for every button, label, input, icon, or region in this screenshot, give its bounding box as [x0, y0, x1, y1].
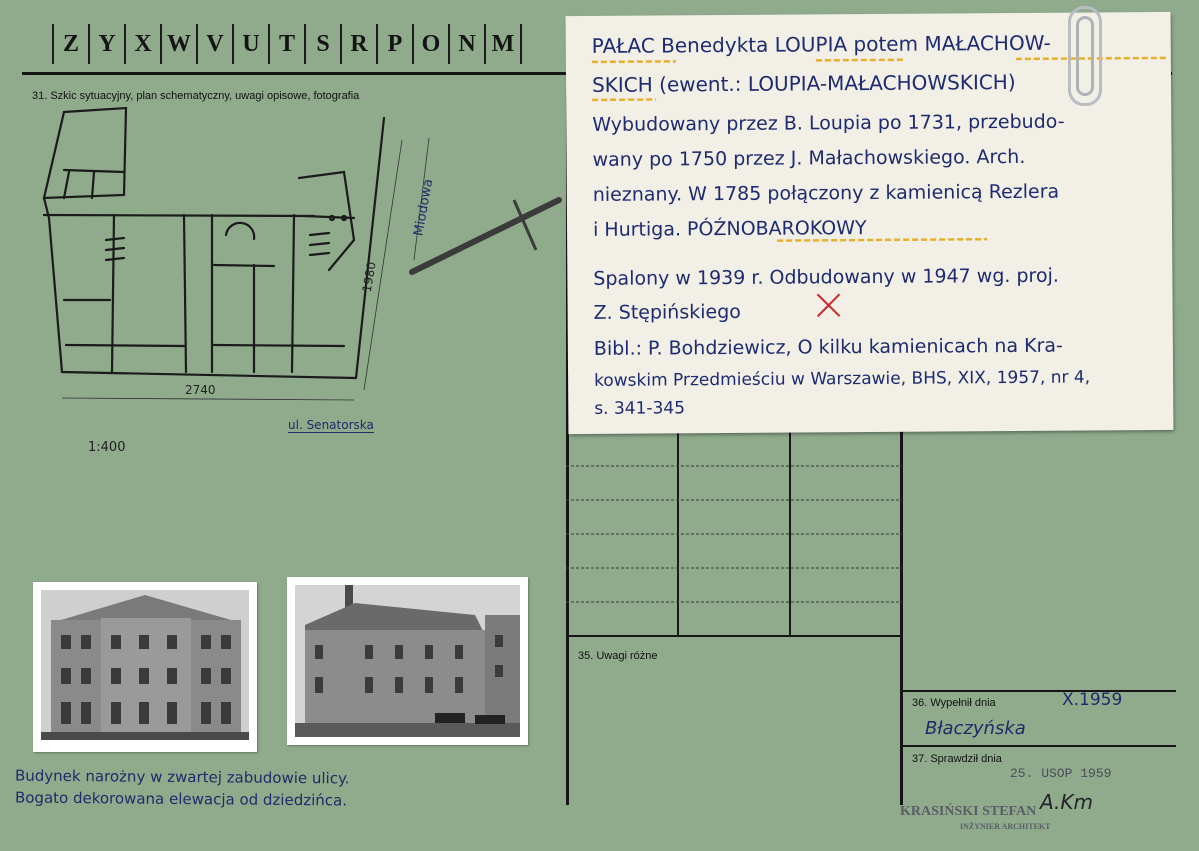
scale-label: 1:400	[88, 440, 126, 455]
letter-cell: R	[340, 24, 376, 64]
letter-cell: U	[232, 24, 268, 64]
description-line-1: Budynek narożny w zwartej zabudowie ulicy.	[14, 766, 350, 788]
letter-cell: W	[160, 24, 196, 64]
note-line: s. 341-345	[594, 398, 686, 419]
letter-cell: P	[376, 24, 412, 64]
field-35-label: 35. Uwagi różne	[578, 650, 658, 662]
grid-table	[566, 430, 902, 638]
field-37-rule	[900, 745, 1176, 747]
description-line-2: Bogato dekorowana elewacja od dziedzińca.	[14, 788, 348, 810]
architect-stamp-name: KRASIŃSKI STEFAN	[900, 804, 1037, 819]
field-36-rule	[900, 690, 1176, 692]
architect-stamp-title: INŻYNIER ARCHITEKT	[960, 822, 1051, 831]
photo-corner-view	[287, 577, 528, 745]
note-line: kowskim Przedmieściu w Warszawie, BHS, XIX, 1957, nr 4,	[594, 367, 1091, 391]
note-line: Bibl.: P. Bohdziewicz, O kilku kamienicach na Kra-	[593, 334, 1063, 360]
note-line: PAŁAC Benedykta LOUPIA potem MAŁACHOW-	[591, 30, 1051, 58]
dimension-vertical: 1980	[359, 260, 379, 294]
letter-cell: Y	[88, 24, 124, 64]
letter-cell: X	[124, 24, 160, 64]
checked-signature: A.Km	[1040, 790, 1094, 814]
field-36-label: 36. Wypełnił dnia	[912, 697, 996, 709]
note-line: wany po 1750 przez J. Małachowskiego. Arch.	[592, 145, 1026, 171]
filled-by-signature: Błaczyńska	[925, 718, 1026, 739]
field-37-label: 37. Sprawdził dnia	[912, 753, 1002, 765]
checked-date-stamp: 25. USOP 1959	[1010, 766, 1112, 781]
letter-cell: S	[304, 24, 340, 64]
note-line: Wybudowany przez B. Loupia po 1731, przebudo-	[592, 110, 1065, 136]
street-label-side: Miodowa	[411, 177, 437, 238]
note-line: nieznany. W 1785 połączony z kamienicą Rezlera	[592, 180, 1060, 206]
photo-facade	[33, 582, 257, 752]
field-31-label: 31. Szkic sytuacyjny, plan schematyczny, uwagi opisowe, fotografia	[32, 90, 360, 102]
paper-clip-inner-icon	[1076, 16, 1094, 96]
letter-index	[52, 24, 522, 64]
note-line: i Hurtiga. PÓŹNOBAROKOWY	[592, 217, 867, 241]
site-plan-sketch	[14, 100, 574, 440]
letter-cell: V	[196, 24, 232, 64]
letter-cell: N	[448, 24, 484, 64]
dimension-horizontal: 2740	[185, 383, 216, 397]
note-line: SKICH (ewent.: LOUPIA-MAŁACHOWSKICH)	[591, 69, 1016, 97]
note-line: Z. Stępińskiego	[593, 300, 741, 324]
letter-cell: M	[484, 24, 522, 64]
letter-cell: O	[412, 24, 448, 64]
note-line: Spalony w 1939 r. Odbudowany w 1947 wg. proj.	[593, 264, 1059, 290]
letter-cell: T	[268, 24, 304, 64]
street-label-bottom: ul. Senatorska	[288, 418, 374, 432]
letter-cell: Z	[52, 24, 88, 64]
filled-date: X.1959	[1062, 690, 1123, 710]
